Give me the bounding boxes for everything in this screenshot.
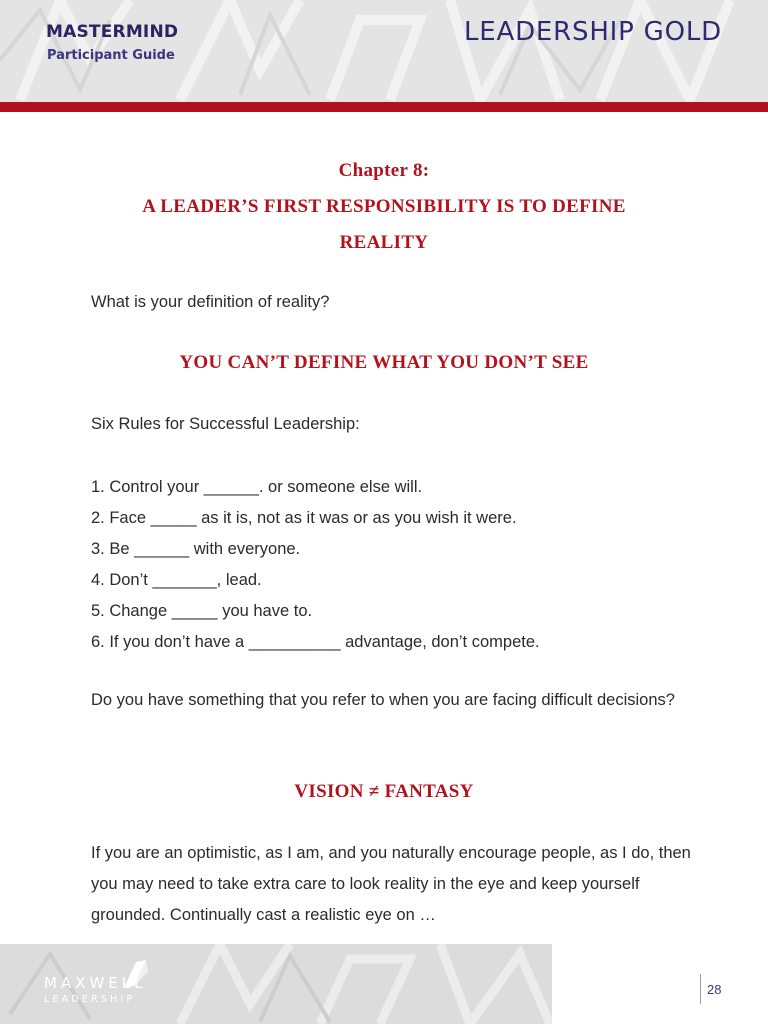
question-definition-of-reality: What is your definition of reality?: [91, 293, 330, 311]
rule-item-2: 2. Face _____ as it is, not as it was or as you wish it were.: [91, 509, 517, 527]
chapter-title-line-1: A LEADER’S FIRST RESPONSIBILITY IS TO DEFINE: [142, 196, 626, 217]
footer-page-panel: [552, 944, 768, 1024]
header-divider: [0, 102, 768, 112]
rule-item-1: 1. Control your ______. or someone else will.: [91, 478, 423, 496]
page-number-divider: [700, 974, 701, 1004]
rule-item-3: 3. Be ______ with everyone.: [91, 540, 301, 558]
section-heading-vision: VISION ≠ FANTASY: [294, 781, 474, 802]
footer-logo-subtext: LEADERSHIP: [44, 994, 136, 1005]
rule-item-4: 4. Don’t _______, lead.: [91, 571, 262, 589]
chapter-label: Chapter 8:: [338, 160, 430, 181]
rules-intro: Six Rules for Successful Leadership:: [91, 415, 360, 433]
section-heading-define: YOU CAN’T DEFINE WHAT YOU DON’T SEE: [179, 352, 589, 373]
brand-title: LEADERSHIP GOLD: [464, 17, 722, 47]
question-difficult-decisions: Do you have something that you refer to when you are facing difficult decisions?: [91, 691, 675, 709]
closing-paragraph: If you are an optimistic, as I am, and you naturally encourage people, as I do, then you may need to take extra care to look reality in the eye and keep yourself grounded. Continually cast a realistic eye on …: [91, 844, 691, 924]
page-footer: [0, 944, 768, 1024]
rule-item-6: 6. If you don’t have a __________ advantage, don’t compete.: [91, 633, 540, 651]
guide-title: MASTERMIND: [46, 22, 179, 42]
rule-item-5: 5. Change _____ you have to.: [91, 602, 313, 620]
guide-subtitle: Participant Guide: [47, 48, 175, 63]
page-number: 28: [707, 982, 722, 997]
page-header: [0, 0, 768, 102]
chapter-title-line-2: REALITY: [339, 232, 429, 253]
footer-logo-text: MAXWELL: [44, 974, 147, 992]
